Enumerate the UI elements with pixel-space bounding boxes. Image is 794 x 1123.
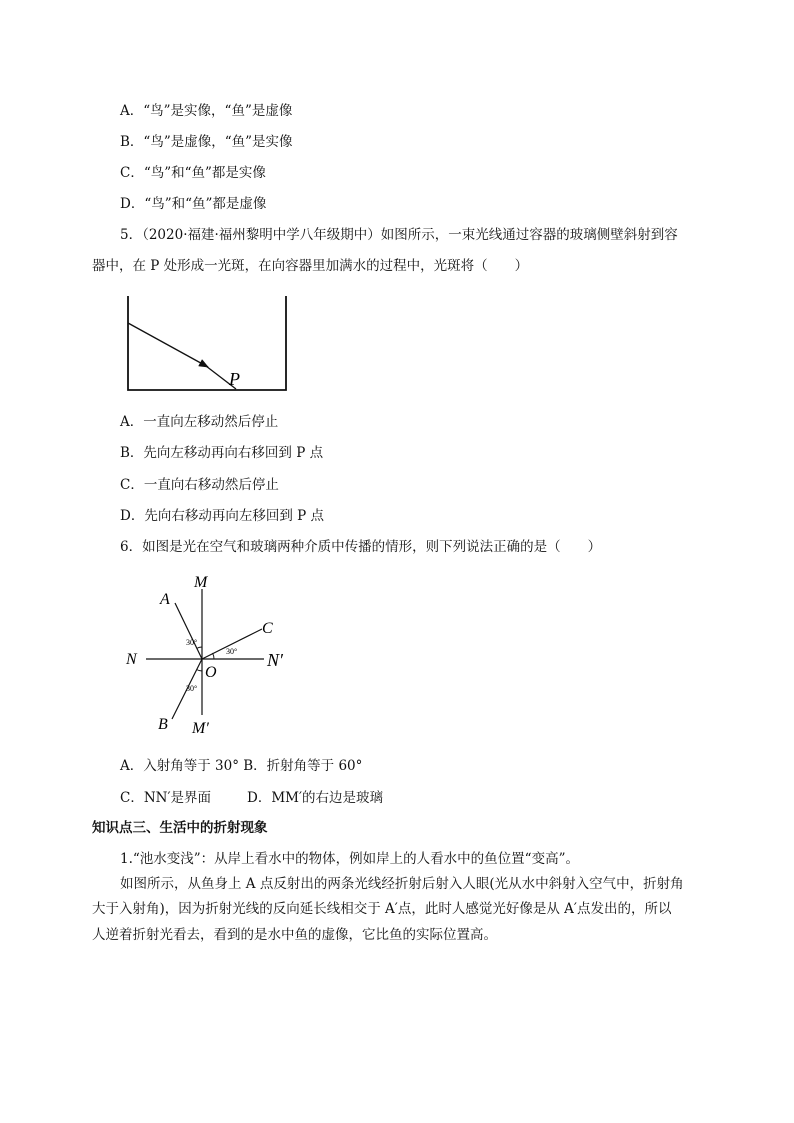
q5-option-b: B．先向左移动再向右移回到 P 点 <box>120 445 324 461</box>
q6-options-ab: A．入射角等于 30° B．折射角等于 60° <box>120 758 363 774</box>
q5-container-figure <box>122 292 294 396</box>
q6-option-c: C．NN′是界面 <box>120 790 212 806</box>
container-outline <box>128 296 286 390</box>
section-title: 知识点三、生活中的折射现象 <box>92 820 268 836</box>
point-p-label: P <box>229 369 240 389</box>
label-a: A <box>160 591 170 608</box>
label-o: O <box>205 664 217 681</box>
label-c: C <box>262 620 273 637</box>
angle-arc-upper <box>197 647 203 649</box>
label-m-prime: M′ <box>192 720 209 737</box>
q6-stem: 6．如图是光在空气和玻璃两种介质中传播的情形，则下列说法正确的是（ ） <box>120 539 602 555</box>
label-m: M <box>194 574 208 591</box>
q5-option-d: D．先向右移动再向左移回到 P 点 <box>120 508 324 524</box>
section-paragraph-2-line2: 大于入射角)，因为折射光线的反向延长线相交于 A′点，此时人感觉光好像是从 A′点发出的，所以 <box>92 901 672 917</box>
section-paragraph-1: 1.“池水变浅”：从岸上看水中的物体，例如岸上的人看水中的鱼位置“变高”。 <box>120 851 579 867</box>
q5-option-a: A．一直向左移动然后停止 <box>120 414 279 430</box>
q5-stem-line1: 5．（2020·福建·福州黎明中学八年级期中）如图所示，一束光线通过容器的玻璃侧壁斜射到容 <box>120 227 678 243</box>
q4-option-c: C．“鸟”和“鱼”都是实像 <box>120 165 266 181</box>
angle-label-upper: 30° <box>186 638 198 647</box>
label-n: N <box>126 651 137 668</box>
light-ray-incident-part <box>128 323 208 367</box>
q4-option-b: B．“鸟”是虚像，“鱼”是实像 <box>120 134 293 150</box>
q4-option-d: D．“鸟”和“鱼”都是虚像 <box>120 196 267 212</box>
label-n-prime: N′ <box>267 650 283 670</box>
q5-option-c: C．一直向右移动然后停止 <box>120 477 279 493</box>
angle-arc-right <box>213 653 215 659</box>
section-paragraph-2-line3: 人逆着折射光看去，看到的是水中鱼的虚像，它比鱼的实际位置高。 <box>92 927 497 943</box>
q6-option-d: D．MM′的右边是玻璃 <box>247 790 384 806</box>
q5-stem-line2: 器中，在 P 处形成一光斑，在向容器里加满水的过程中，光斑将（ ） <box>92 258 529 274</box>
section-paragraph-2-line1: 如图所示，从鱼身上 A 点反射出的两条光线经折射后射入人眼(光从水中斜射入空气中，折射角 <box>120 876 684 892</box>
ray-oa <box>175 603 202 659</box>
angle-label-right: 30° <box>226 647 238 656</box>
angle-arc-lower <box>197 670 203 672</box>
angle-label-lower: 30° <box>186 684 198 693</box>
label-b: B <box>158 716 168 733</box>
q6-refraction-figure <box>120 565 300 743</box>
q4-option-a: A．“鸟”是实像，“鱼”是虚像 <box>120 103 293 119</box>
